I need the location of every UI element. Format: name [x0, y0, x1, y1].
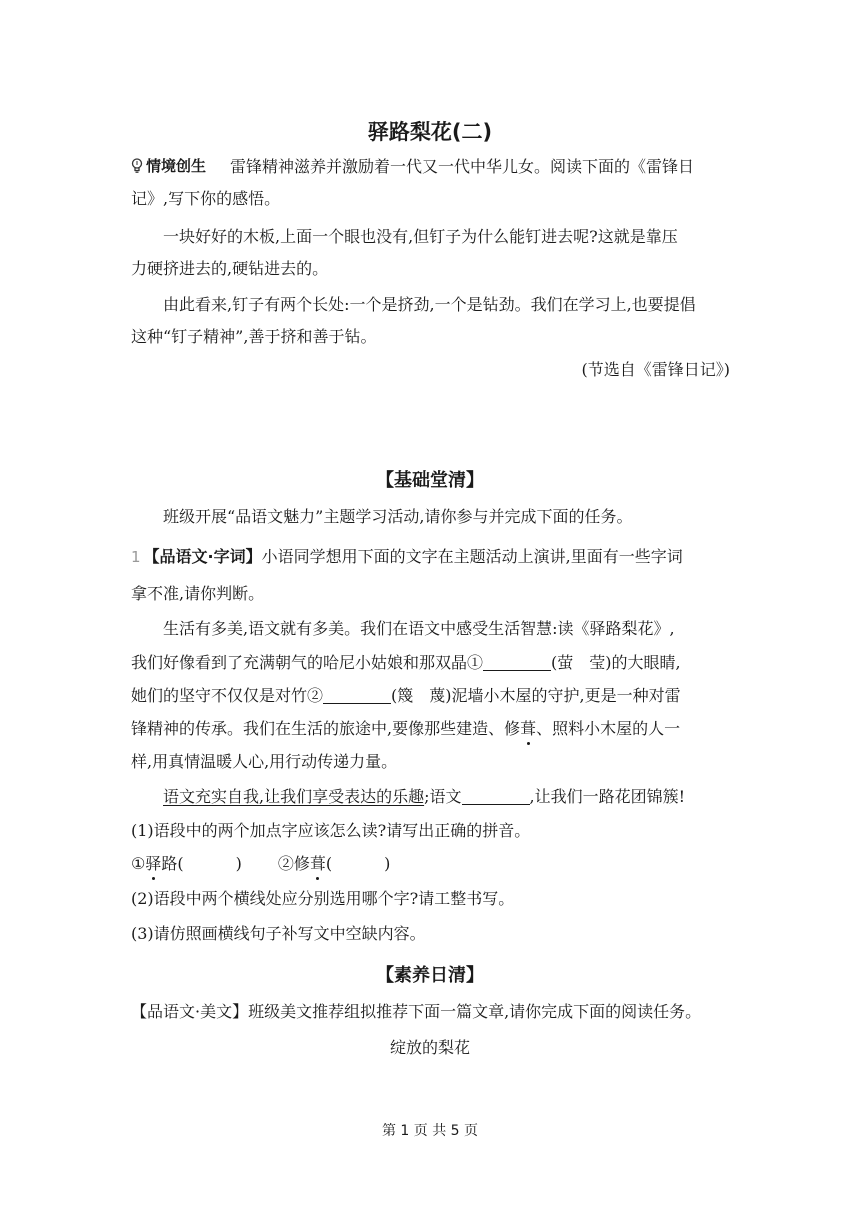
diary-paragraph-line: 一块好好的木板,上面一个眼也没有,但钉子为什么能钉进去呢?这就是靠压 — [163, 227, 678, 246]
passage-text: 、照料小木屋的人一 — [536, 719, 681, 738]
section-heading-literacy: 【素养日清】 — [376, 965, 484, 986]
diary-paragraph-line: 力硬挤进去的,硬钻进去的。 — [131, 259, 329, 278]
scenario-intro-line: 雷锋精神滋养并激励着一代又一代中华儿女。阅读下面的《雷锋日 — [230, 157, 695, 176]
passage-line: 样,用真情温暖人心,用行动传递力量。 — [131, 752, 398, 771]
passage-text: ,让我们一路花团锦簇! — [529, 787, 686, 806]
question-stem-line: 拿不准,请你判断。 — [131, 584, 265, 603]
dotted-character: 葺 — [520, 719, 537, 738]
section-heading-basic: 【基础堂清】 — [376, 470, 484, 491]
lightbulb-icon — [131, 158, 143, 174]
passage-text: 她们的坚守不仅仅是对竹② — [131, 686, 324, 705]
dotted-character: 驿 — [145, 854, 162, 873]
pinyin-item-label: ( — [325, 854, 333, 873]
pinyin-item-label: ②修 — [277, 854, 310, 873]
question-1-stem — [131, 546, 683, 568]
passage-line — [131, 685, 681, 707]
passage-text: (篾 蔑)泥墙小木屋的守护,更是一种对雷 — [391, 686, 681, 705]
page-footer: 第 1 页 共 5 页 — [381, 1123, 479, 1139]
passage-line — [163, 786, 685, 808]
diary-source: (节选自《雷锋日记》) — [581, 360, 730, 379]
question-number: 1 — [131, 548, 141, 566]
sub-question-3: (3)请仿照画横线句子补写文中空缺内容。 — [131, 924, 426, 943]
passage-text: ;语文 — [424, 787, 462, 806]
paren-close: ) — [235, 854, 242, 873]
passage-line — [131, 652, 681, 674]
page-title: 驿路梨花(二) — [367, 120, 493, 144]
diary-paragraph-line: 由此看来,钉子有两个长处:一个是挤劲,一个是钻劲。我们在学习上,也要提倡 — [163, 295, 696, 314]
pinyin-item-label: ① — [131, 854, 146, 873]
passage-text: (萤 莹)的大眼睛, — [551, 653, 681, 672]
answer-blank-2[interactable] — [323, 687, 391, 704]
question-stem: 小语同学想用下面的文字在主题活动上演讲,里面有一些字词 — [261, 547, 683, 566]
article-title: 绽放的梨花 — [389, 1038, 470, 1057]
passage-line — [131, 718, 680, 740]
question-tag: 【品语文·字词】 — [143, 547, 262, 566]
sub-question-1: (1)语段中的两个加点字应该怎么读?请写出正确的拼音。 — [131, 821, 531, 840]
scenario-intro-line: 记》,写下你的感悟。 — [131, 189, 281, 208]
scenario-badge-label: 情境创生 — [146, 157, 207, 175]
pinyin-item-label: 路( — [161, 854, 184, 873]
paren-close: ) — [384, 854, 391, 873]
passage-text: 我们好像看到了充满朝气的哈尼小姑娘和那双晶① — [131, 653, 484, 672]
passage-line: 生活有多美,语文就有多美。我们在语文中感受生活智慧:读《驿路梨花》, — [163, 619, 675, 638]
section-intro: 【品语文·美文】班级美文推荐组拟推荐下面一篇文章,请你完成下面的阅读任务。 — [131, 1002, 702, 1021]
section-intro: 班级开展“品语文魅力”主题学习活动,请你参与并完成下面的任务。 — [163, 507, 633, 526]
sub-question-2: (2)语段中两个横线处应分别选用哪个字?请工整书写。 — [131, 889, 515, 908]
dotted-character: 葺 — [309, 854, 326, 873]
underlined-sentence: 语文充实自我,让我们享受表达的乐趣 — [163, 787, 425, 806]
pinyin-answer-row — [131, 853, 390, 875]
diary-paragraph-line: 这种“钉子精神”,善于挤和善于钻。 — [131, 327, 377, 346]
answer-blank-3[interactable] — [462, 788, 530, 805]
passage-text: 锋精神的传承。我们在生活的旅途中,要像那些建造、修 — [131, 719, 521, 738]
answer-blank-1[interactable] — [483, 654, 551, 671]
scenario-badge — [131, 155, 206, 176]
